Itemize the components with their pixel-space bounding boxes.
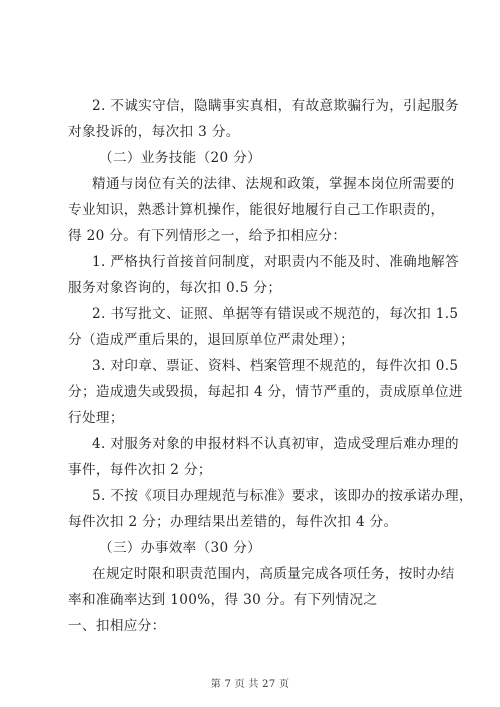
text-line: 4. 对服务对象的申报材料不认真初审，造成受理后难办理的: [92, 436, 459, 452]
text-line: 服务对象咨询的，每次扣 0.5 分；: [68, 280, 282, 296]
text-line: 事件，每件次扣 2 分；: [68, 462, 212, 478]
text-line: 率和准确率达到 100%，得 30 分。有下列情况之: [68, 592, 378, 608]
text-line: 5. 不按《项目办理规范与标准》要求，该即办的按承诺办理，: [92, 488, 473, 504]
text-line: 分；造成遗失或毁损，每起扣 4 分，情节严重的，责成原单位进: [68, 384, 463, 400]
text-line: 一、扣相应分：: [68, 618, 166, 634]
text-line: 对象投诉的，每次扣 3 分。: [68, 124, 240, 140]
text-line: 分（造成严重后果的，退回原单位严肃处理）；: [68, 332, 355, 348]
section-heading: （三）办事效率（30 分）: [99, 540, 262, 556]
page-number-footer: 第 7 页 共 27 页: [210, 679, 290, 690]
text-line: 1. 严格执行首接首问制度，对职责内不能及时、准确地解答: [92, 254, 459, 270]
text-line: 2. 不诚实守信，隐瞒事实真相，有故意欺骗行为，引起服务: [92, 98, 459, 114]
text-line: 每件次扣 2 分；办理结果出差错的，每件次扣 4 分。: [68, 514, 398, 530]
text-line: 专业知识，熟悉计算机操作，能很好地履行自己工作职责的，: [68, 202, 445, 218]
text-line: 得 20 分。有下列情形之一，给予扣相应分：: [68, 228, 347, 244]
text-line: 行处理；: [68, 410, 124, 426]
section-heading: （二）业务技能（20 分）: [99, 150, 262, 166]
text-line: 3. 对印章、票证、资料、档案管理不规范的，每件次扣 0.5: [92, 358, 459, 374]
text-line: 在规定时限和职责范围内，高质量完成各项任务，按时办结: [92, 566, 455, 582]
text-line: 精通与岗位有关的法律、法规和政策，掌握本岗位所需要的: [92, 176, 455, 192]
text-line: 2. 书写批文、证照、单据等有错误或不规范的，每次扣 1.5: [92, 306, 459, 322]
